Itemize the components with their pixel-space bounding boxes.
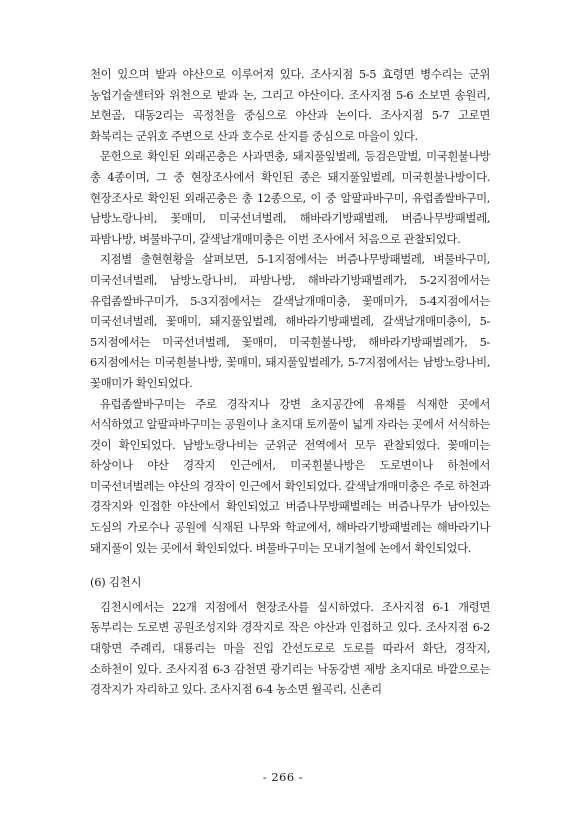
- paragraph-site-occurrence: 지점별 출현현황을 살펴보면, 5-1지점에서는 버즘나무방패벌레, 벼물바구미, 미국선녀벌레, 남방노랑나비, 파밤나방, 해바라기방패벌레가, 5-2지점에서는 유럽좀쌀바구미가, 5-3지점에서는 갈색날개매미충, 꽃매미가, 5-4지점에서는 미국선녀벌레, 꽃매미, 돼지풀잎벌레, 해바라기방패벌레, 갈색날개매미충이, 5-5지점에서는 미국선녀벌레, 꽃매미, 미국흰불나방, 해바라기방패벌레가, 5-6지점에서는 미국흰불나방, 꽃매미, 돼지풀잎벌레가, 5-7지점에서는 남방노랑나비, 꽃매미가 확인되었다.: [90, 252, 490, 390]
- paragraph-gimcheon-sites: 김천시에서는 22개 지점에서 현장조사를 실시하였다. 조사지점 6-1 개령면 동부리는 도로변 공원조성지와 경작지로 작은 야산과 인접하고 있다. 조사지점 6-2 대항면 주례리, 대룡리는 마을 진입 간선도로로 도로를 따라서 화단, 경작지, 소하천이 있다. 조사지점 6-3 감천면 광기리는 낙동강변 제방 초지대로 바깥으로는 경작지가 자리하고 있다. 조사지점 6-4 농소면 월곡리, 신촌리: [90, 599, 490, 697]
- paragraph-habitat-notes: 유럽좀쌀바구미는 주로 경작지나 강변 초지공간에 유채를 식재한 곳에서 서식하였고 알팔파바구미는 공원이나 초지대 토끼풀이 넓게 자라는 곳에서 서식하는 것이 확인되었다. 남방노랑나비는 군위군 전역에서 모두 관찰되었다. 꽃매미는 하상이나 야산 경작지 인근에서, 미국흰불나방은 도로변이나 하천에서 미국선녀벌레는 야산의 경작이 인근에서 확인되었다. 갈색날개매미충은 주로 하천과 경작지와 인접한 야산에서 확인되었고 버즘나무방패벌레는 버즘나무가 남아있는 도심의 가로수나 공원에 식재된 나무와 학교에서, 해바라기방패벌레는 해바라기나 돼지풀이 있는 곳에서 확인되었다. 벼물바구미는 모내기철에 논에서 확인되었다.: [90, 396, 490, 555]
- page-number: - 266 -: [262, 770, 304, 784]
- document-body: [90, 64, 490, 700]
- paragraph-literature-alien-insects: 문헌으로 확인된 외래곤충은 사과면충, 돼지풀잎벌레, 등검은말벌, 미국흰불나방 총 4종이며, 그 중 현장조사에서 확인된 종은 돼지풀잎벌레, 미국흰불나방이다. 현장조사로 확인된 외래곤충은 총 12종으로, 이 중 알팔파바구미, 유럽좀쌀바구미, 남방노랑나비, 꽃매미, 미국선녀벌레, 해바라기방패벌레, 버즘나무방패벌레, 파밤나방, 벼물바구미, 갈색날개매미충은 이번 조사에서 처음으로 관찰되었다.: [90, 149, 490, 246]
- paragraph-site-descriptions-5: 천이 있으며 밭과 야산으로 이루어져 있다. 조사지점 5-5 효령면 병수리는 군위 농업기술센터와 위천으로 밭과 논, 그리고 야산이다. 조사지점 5-6 소보면 송원리, 보현골, 대동2리는 곡정천을 중심으로 야산과 논이다. 조사지점 5-7 고로면 화북리는 군위호 주변으로 산과 호수로 산지를 중심으로 마을이 있다.: [90, 67, 490, 143]
- section-heading-gimcheon: (6) 김천시: [90, 575, 142, 590]
